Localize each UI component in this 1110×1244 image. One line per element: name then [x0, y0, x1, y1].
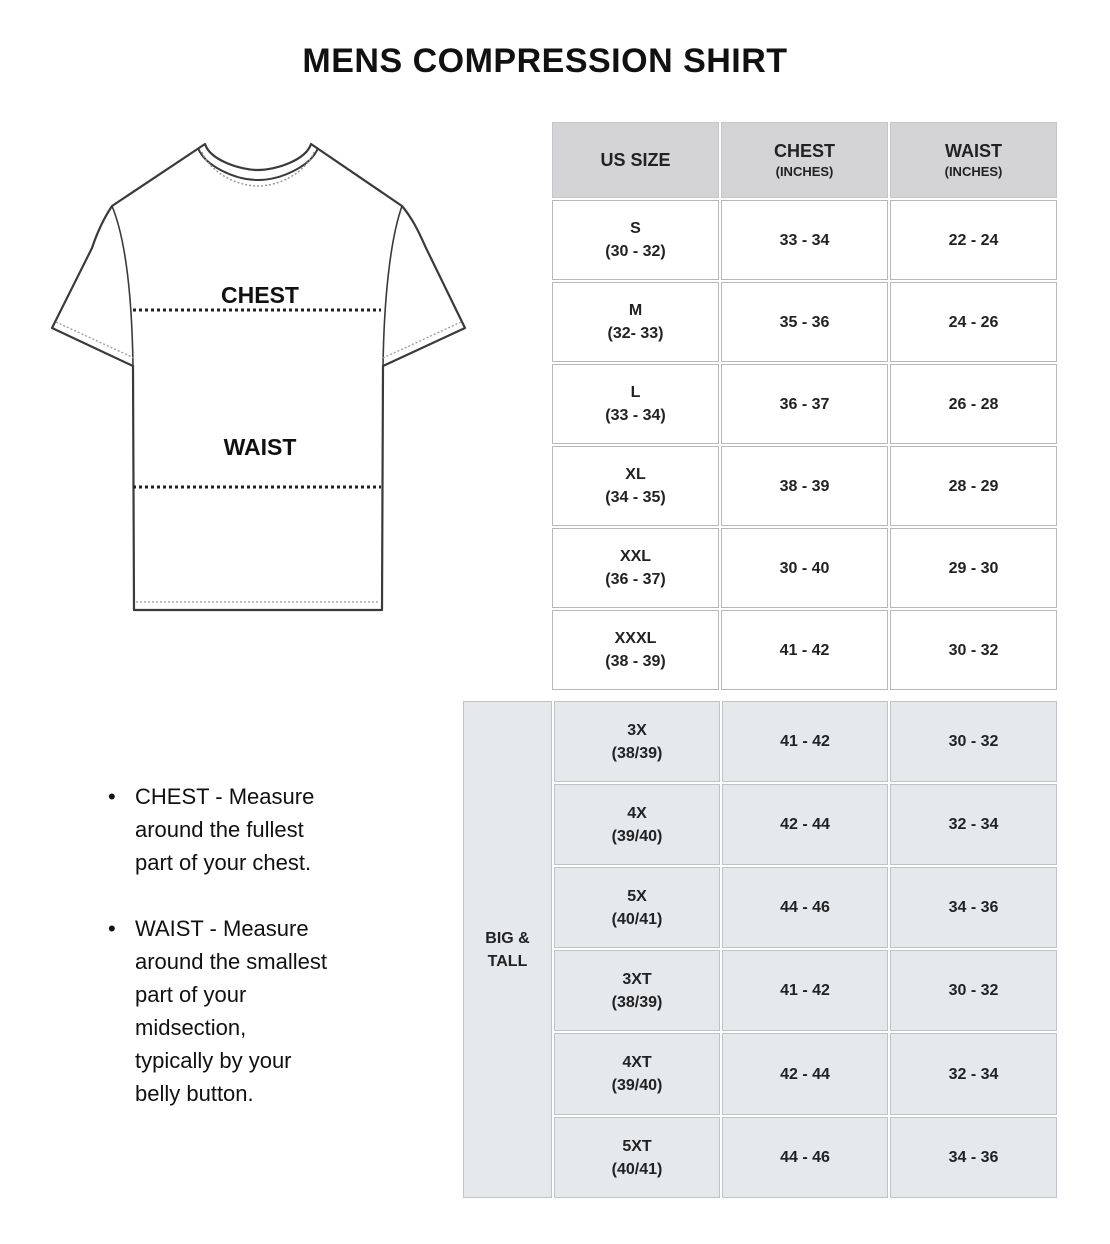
waist-label: WAIST: [223, 434, 297, 460]
note-chest: [108, 780, 388, 879]
table-cell-size: 4X (39/40): [554, 784, 720, 865]
table-cell-waist: 24 - 26: [890, 282, 1057, 362]
table-cell-waist: 22 - 24: [890, 200, 1057, 280]
big-tall-label: BIG & TALL: [463, 701, 552, 1198]
header-waist: WAIST (INCHES): [890, 122, 1057, 198]
chest-label: CHEST: [221, 282, 299, 308]
table-cell-chest: 33 - 34: [721, 200, 888, 280]
shirt-outline-icon: [40, 130, 480, 630]
table-cell-chest: 41 - 42: [722, 701, 888, 782]
table-cell-size: 5XT (40/41): [554, 1117, 720, 1198]
note-line: around the fullest: [135, 817, 304, 842]
table-cell-waist: 32 - 34: [890, 1033, 1057, 1115]
measurement-notes: [108, 780, 388, 1143]
page-title: MENS COMPRESSION SHIRT: [302, 42, 788, 80]
table-cell-chest: 41 - 42: [721, 610, 888, 690]
header-chest: CHEST (INCHES): [721, 122, 888, 198]
table-cell-size: XL (34 - 35): [552, 446, 719, 526]
table-cell-waist: 32 - 34: [890, 784, 1057, 865]
note-line: CHEST - Measure: [135, 784, 315, 809]
table-cell-chest: 42 - 44: [722, 784, 888, 865]
table-cell-waist: 29 - 30: [890, 528, 1057, 608]
table-cell-waist: 34 - 36: [890, 1117, 1057, 1198]
note-line: around the smallest: [135, 949, 327, 974]
note-waist: [108, 912, 388, 1110]
bullet-icon: •: [108, 916, 116, 941]
table-cell-chest: 38 - 39: [721, 446, 888, 526]
bullet-icon: •: [108, 784, 116, 809]
table-cell-size: 4XT (39/40): [554, 1033, 720, 1115]
table-cell-chest: 36 - 37: [721, 364, 888, 444]
table-cell-size: M (32- 33): [552, 282, 719, 362]
table-cell-size: L (33 - 34): [552, 364, 719, 444]
table-cell-size: XXXL (38 - 39): [552, 610, 719, 690]
table-cell-chest: 44 - 46: [722, 867, 888, 948]
table-cell-chest: 35 - 36: [721, 282, 888, 362]
table-cell-size: 3X (38/39): [554, 701, 720, 782]
table-cell-waist: 28 - 29: [890, 446, 1057, 526]
note-line: midsection,: [135, 1015, 247, 1040]
note-line: part of your chest.: [135, 850, 312, 875]
table-cell-chest: 41 - 42: [722, 950, 888, 1031]
table-cell-chest: 44 - 46: [722, 1117, 888, 1198]
note-line: typically by your: [135, 1048, 292, 1073]
table-cell-chest: 42 - 44: [722, 1033, 888, 1115]
table-cell-size: 5X (40/41): [554, 867, 720, 948]
note-line: WAIST - Measure: [135, 916, 309, 941]
table-cell-size: XXL (36 - 37): [552, 528, 719, 608]
table-cell-waist: 30 - 32: [890, 610, 1057, 690]
table-cell-size: 3XT (38/39): [554, 950, 720, 1031]
table-cell-waist: 30 - 32: [890, 950, 1057, 1031]
table-cell-waist: 34 - 36: [890, 867, 1057, 948]
table-cell-chest: 30 - 40: [721, 528, 888, 608]
note-line: part of your: [135, 982, 247, 1007]
header-us-size: US SIZE: [552, 122, 719, 198]
table-cell-size: S (30 - 32): [552, 200, 719, 280]
table-cell-waist: 30 - 32: [890, 701, 1057, 782]
note-line: belly button.: [135, 1081, 254, 1106]
shirt-illustration: [40, 130, 480, 635]
table-cell-waist: 26 - 28: [890, 364, 1057, 444]
